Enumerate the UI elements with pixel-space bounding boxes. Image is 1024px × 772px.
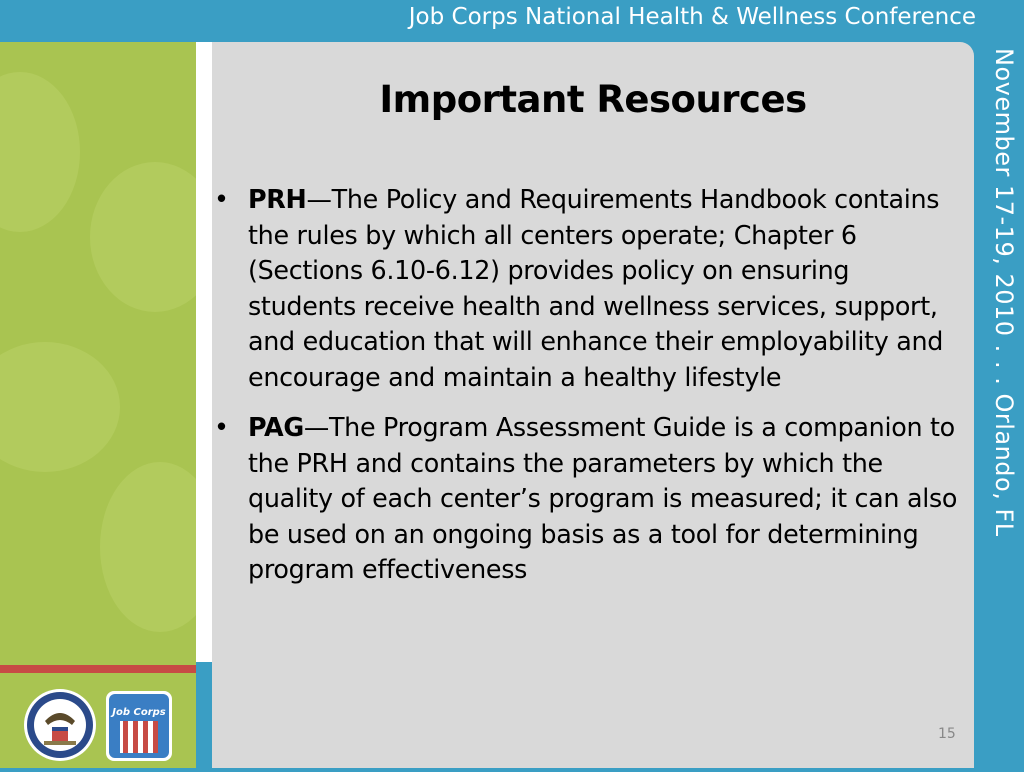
conference-title: Job Corps National Health & Wellness Conference: [408, 4, 976, 30]
job-corps-logo-icon: [106, 691, 172, 761]
left-decorative-panel: [0, 42, 196, 768]
bullet-icon: •: [214, 184, 229, 214]
bullet-item-pag: [214, 410, 959, 588]
department-of-labor-seal-icon: [24, 689, 96, 761]
logos-area: [0, 673, 196, 768]
bullet-icon: •: [214, 412, 229, 442]
red-divider: [0, 665, 196, 673]
header-banner: [0, 0, 1024, 42]
bullet-term: PAG: [248, 412, 304, 442]
bullet-list: [214, 182, 959, 603]
bullet-term: PRH: [248, 184, 307, 214]
bullet-item-prh: [214, 182, 959, 395]
side-date-banner: [980, 42, 1024, 768]
page-number: 15: [938, 726, 956, 742]
slide-title: Important Resources: [379, 78, 807, 121]
job-corps-logo-text: Job Corps: [112, 707, 166, 718]
bullet-text: —The Policy and Requirements Handbook contains the rules by which all centers operate; Chapter 6 (Sections 6.10-6.12) provides policy on ensuring students receive health and wellness services, support, and education that will enhance their employability and encourage and maintain a healthy lifestyle: [248, 184, 944, 392]
bullet-text: —The Program Assessment Guide is a companion to the PRH and contains the parameters by which the quality of each center’s program is measured; it can also be used on an ongoing basis as a tool for determining program effectiveness: [248, 412, 958, 584]
conference-date-location: November 17-19, 2010 . . . Orlando, FL: [990, 48, 1018, 537]
